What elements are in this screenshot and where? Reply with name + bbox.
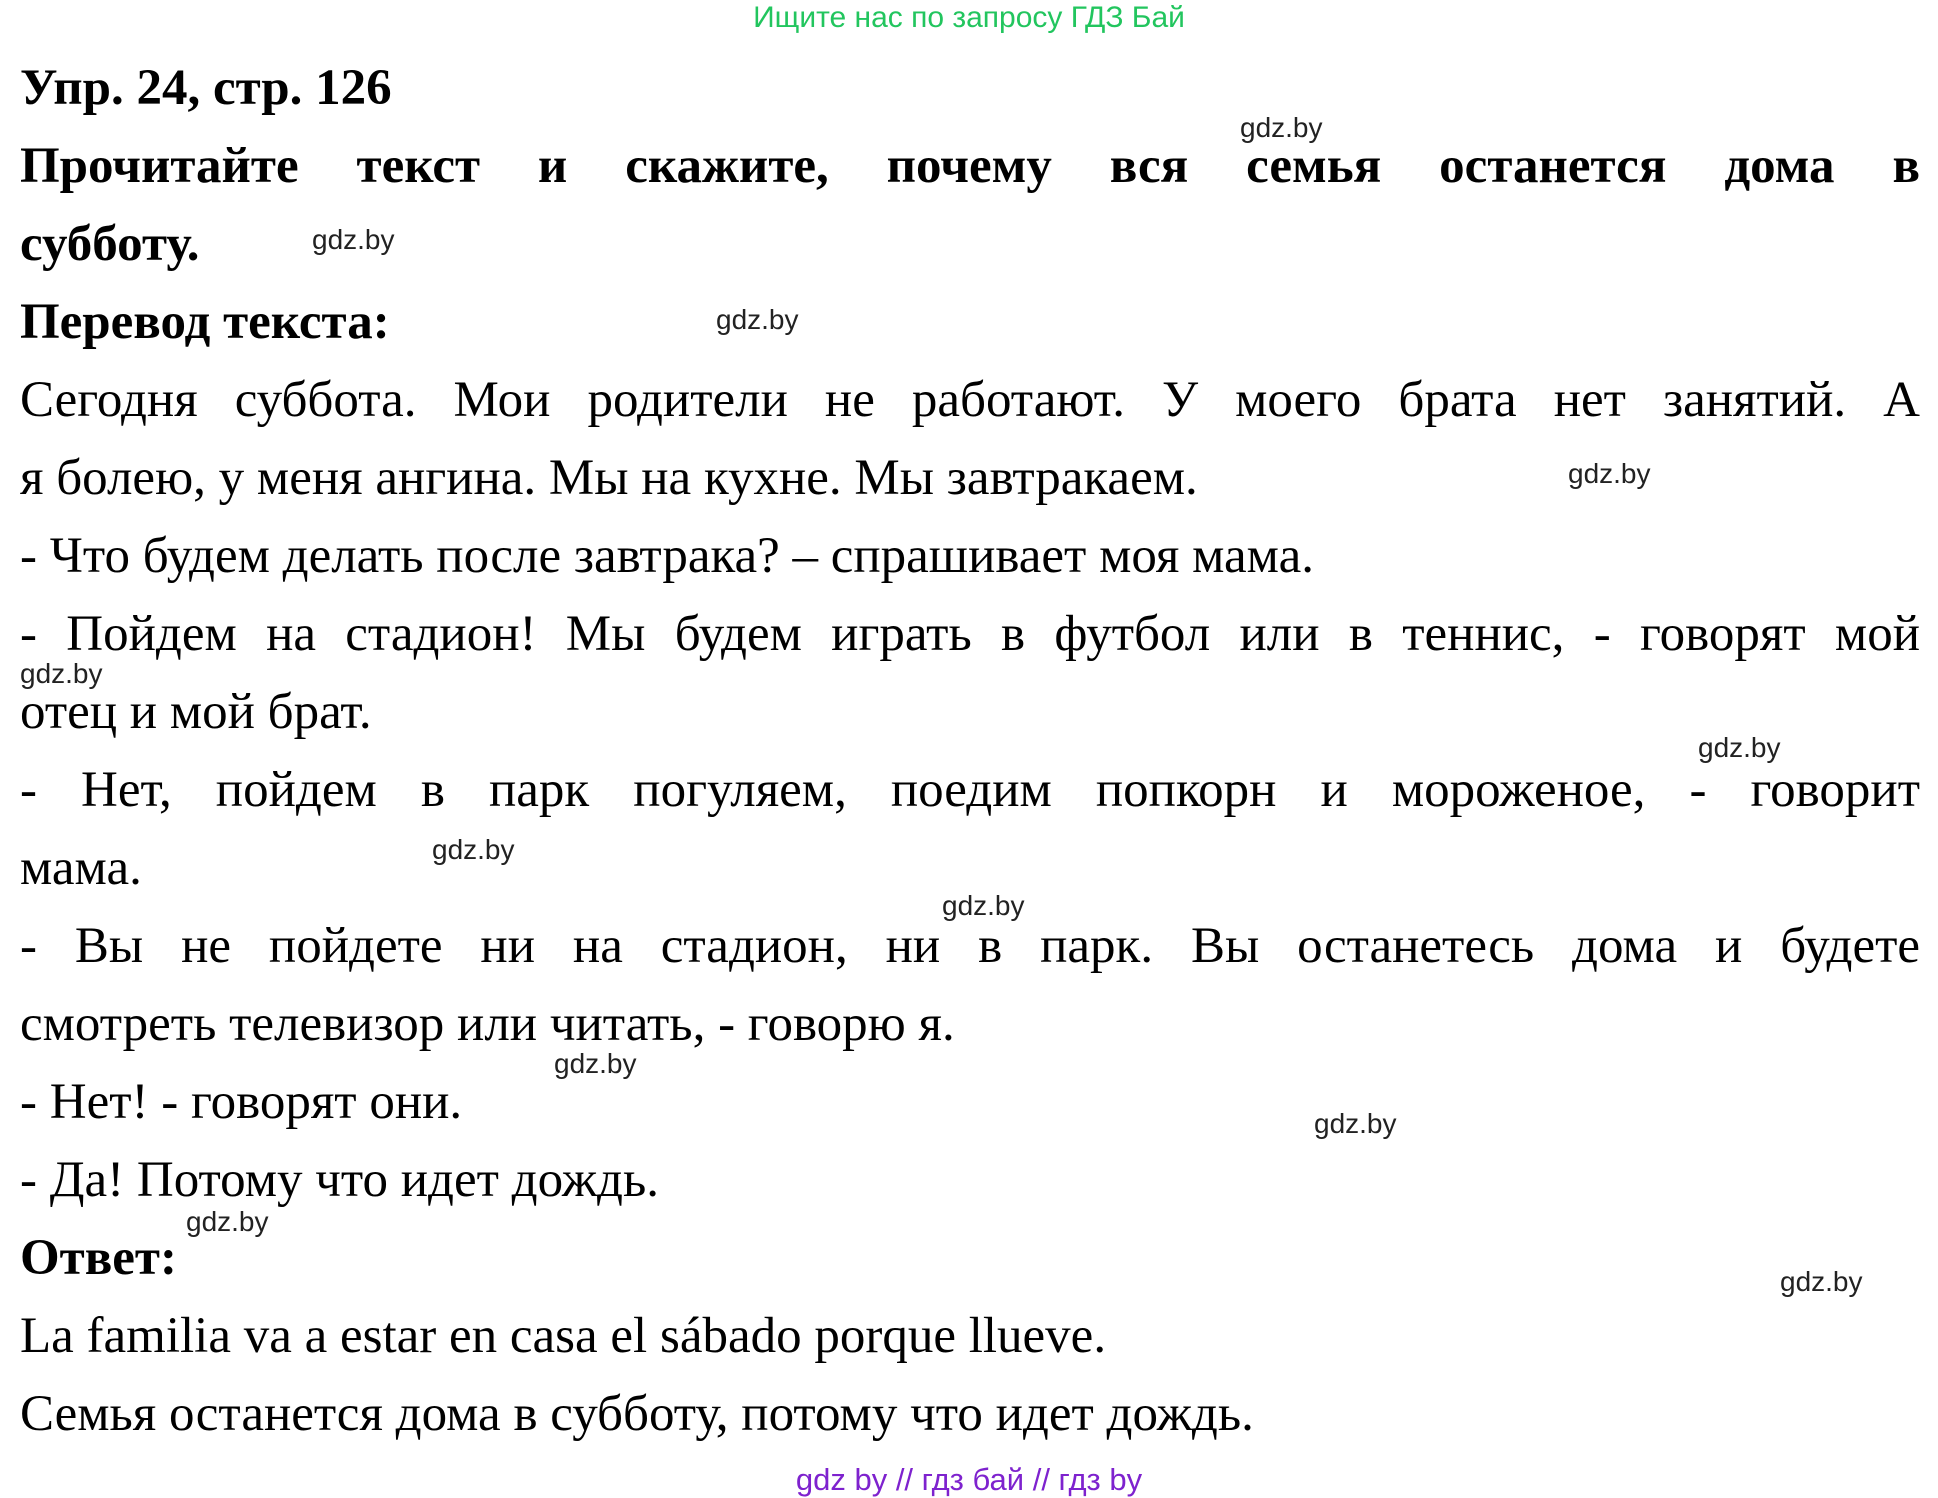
watermark: gdz.by	[186, 1206, 269, 1237]
text-line: - Что будем делать после завтрака? – спрашивает моя мама.	[20, 528, 1314, 584]
watermark: gdz.by	[716, 304, 799, 335]
translation-heading: Перевод текста:	[20, 294, 390, 350]
text-line: Сегодня суббота. Мои родители не работают. У моего брата нет занятий. А	[20, 372, 1920, 428]
watermark: gdz.by	[1314, 1108, 1397, 1139]
answer-line: Семья останется дома в субботу, потому что идет дождь.	[20, 1386, 1254, 1442]
watermark: gdz.by	[20, 658, 103, 689]
task-line-1: Прочитайте текст и скажите, почему вся семья останется дома в	[20, 138, 1920, 194]
text-line: мама.	[20, 840, 142, 896]
watermark: gdz.by	[432, 834, 515, 865]
top-banner: Ищите нас по запросу ГДЗ Бай	[753, 1, 1185, 34]
watermark: gdz.by	[1240, 112, 1323, 143]
text-line: отец и мой брат.	[20, 684, 372, 740]
answer-heading: Ответ:	[20, 1230, 177, 1286]
text-line: - Нет, пойдем в парк погуляем, поедим попкорн и мороженое, - говорит	[20, 762, 1920, 818]
text-line: я болею, у меня ангина. Мы на кухне. Мы завтракаем.	[20, 450, 1198, 506]
watermark: gdz.by	[1568, 458, 1651, 489]
text-line: - Нет! - говорят они.	[20, 1074, 463, 1130]
text-line: - Да! Потому что идет дождь.	[20, 1152, 660, 1208]
exercise-title: Упр. 24, стр. 126	[20, 60, 392, 116]
watermark: gdz.by	[1780, 1266, 1863, 1297]
text-line: - Пойдем на стадион! Мы будем играть в футбол или в теннис, - говорят мой	[20, 606, 1920, 662]
watermark: gdz.by	[554, 1048, 637, 1079]
watermark: gdz.by	[1698, 732, 1781, 763]
answer-line: La familia va a estar en casa el sábado porque llueve.	[20, 1308, 1107, 1364]
watermark: gdz.by	[942, 890, 1025, 921]
footer: gdz by // гдз бай // гдз by	[795, 1462, 1143, 1497]
text-line: смотреть телевизор или читать, - говорю я.	[20, 996, 955, 1052]
text-line: - Вы не пойдете ни на стадион, ни в парк. Вы останетесь дома и будете	[20, 918, 1920, 974]
task-line-2: субботу.	[20, 216, 200, 272]
watermark: gdz.by	[312, 224, 395, 255]
